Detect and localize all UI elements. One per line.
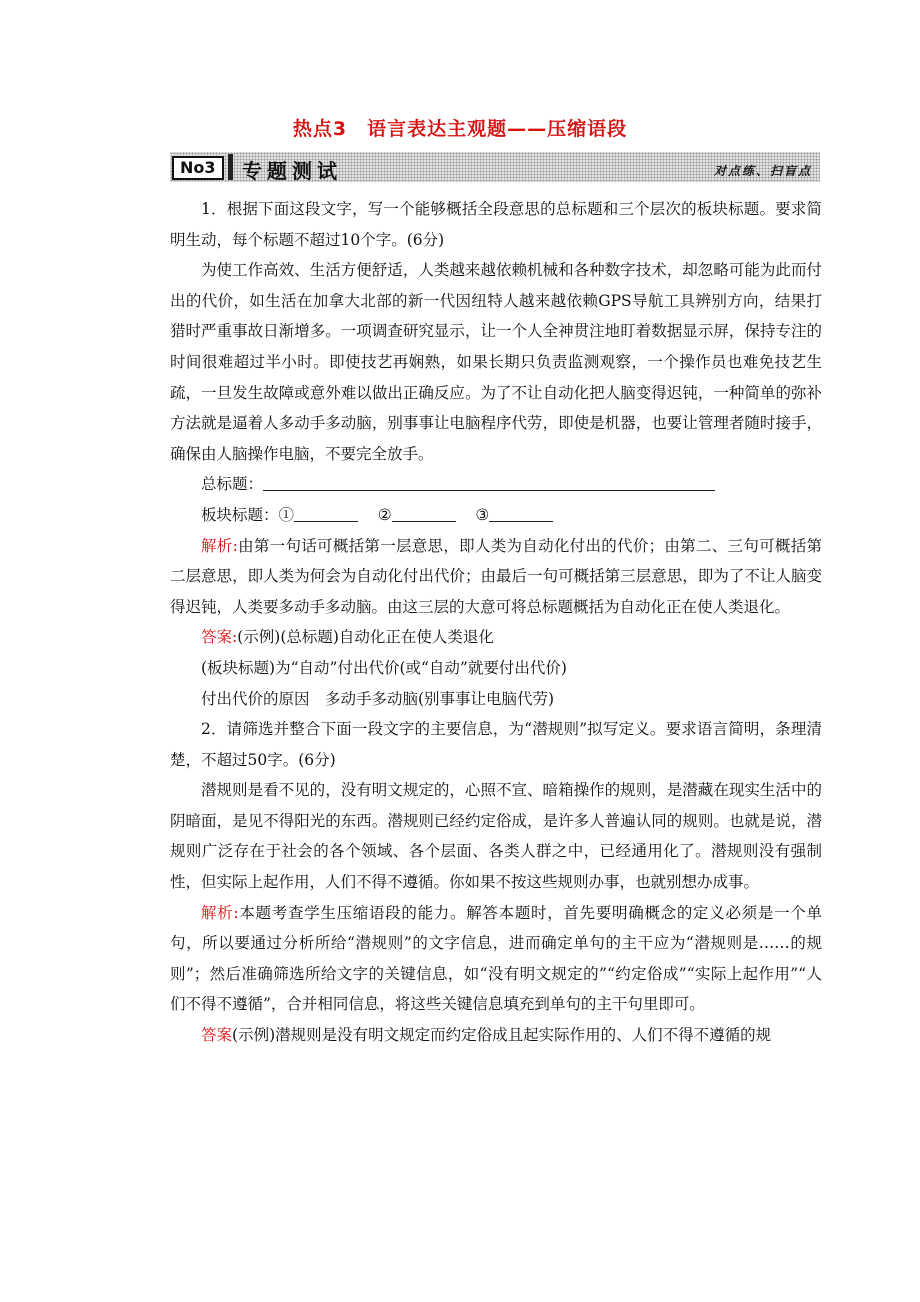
page-title: 热点3 语言表达主观题——压缩语段 — [292, 118, 628, 140]
q1-analysis — [170, 531, 822, 623]
main-title-blank[interactable] — [263, 474, 715, 491]
q2-answer-text: (示例)潜规则是没有明文规定而约定俗成且起实际作用的、人们不得不遵循的规 — [232, 1026, 772, 1045]
q1-answer-line-2: (板块标题)为“自动”付出代价(或“自动”就要付出代价) — [201, 658, 567, 677]
block-title-blank-1[interactable] — [294, 505, 358, 522]
q1-answer — [170, 622, 822, 653]
mark-1: ① — [278, 505, 295, 524]
q2-analysis-label: 解析: — [201, 903, 239, 922]
block-title-label: 板块标题： — [201, 505, 279, 524]
q2-answer — [170, 1020, 822, 1051]
mark-3: ③ — [475, 505, 490, 524]
q1-passage: 为使工作高效、生活方便舒适，人类越来越依赖机械和各种数字技术，却忽略可能为此而付出的代价，如生活在加拿大北部的新一代因纽特人越来越依赖GPS导航工具辨别方向，结果打猎时严重事故日渐增多。一项调查研究显示，让一个人全神贯注地盯着数据显示屏，保持专注的时间很难超过半小时。即使技艺再娴熟，如果长期只负责监测观察，一个操作员也难免技艺生疏，一旦发生故障或意外难以做出正确反应。为了不让自动化把人脑变得迟钝，一种简单的弥补方法就是逼着人多动手多动脑，别事事让电脑程序代劳，即使是机器，也要让管理者随时接手，确保由人脑操作电脑，不要完全放手。 — [170, 261, 822, 463]
q1-answer-line-1: (示例)(总标题)自动化正在使人类退化 — [237, 628, 494, 647]
q2-passage: 潜规则是看不见的，没有明文规定的，心照不宣、暗箱操作的规则，是潜藏在现实生活中的阴暗面，是见不得阳光的东西。潜规则已经约定俗成，是许多人普遍认同的规则。也就是说，潜规则广泛存在于社会的各个领域、各个层面、各类人群之中，已经通用化了。潜规则没有强制性，但实际上起作用，人们不得不遵循。你如果不按这些规则办事，也就别想办成事。 — [170, 781, 822, 892]
q2-analysis-text: 本题考查学生压缩语段的能力。解答本题时，首先要明确概念的定义必须是一个单句，所以要通过分析所给“潜规则”的文字信息，进而确定单句的主干应为“潜规则是……的规则”；然后准确筛选所给文字的关键信息，如“没有明文规定的”“约定俗成”“实际上起作用”“人们不得不遵循”，合并相同信息，将这些关键信息填充到单句的主干句里即可。 — [170, 903, 822, 1014]
q2-answer-label: 答案 — [201, 1026, 233, 1045]
mark-2: ② — [377, 505, 392, 524]
q1-prompt: 1．根据下面这段文字，写一个能够概括全段意思的总标题和三个层次的板块标题。要求简明生动，每个标题不超过10个字。(6分) — [170, 200, 822, 249]
q1-answer-label: 答案: — [201, 628, 238, 647]
main-title-label: 总标题： — [201, 475, 264, 494]
q1-answer-line-3: 付出代价的原因 多动手多动脑(别事事让电脑代劳) — [201, 689, 555, 708]
q1-analysis-text: 由第一句话可概括第一层意思，即人类为自动化付出的代价；由第二、三句可概括第二层意思，即人类为何会为自动化付出代价；由最后一句可概括第三层意思，即为了不让人脑变得迟钝，人类要多动手多动脑。由这三层的大意可将总标题概括为自动化正在使人类退化。 — [170, 536, 822, 616]
q1-main-title-line — [170, 469, 822, 500]
q2-analysis — [170, 898, 822, 1020]
document-body — [170, 194, 822, 1051]
banner-divider — [228, 154, 233, 180]
banner-subtitle: 对点练、扫盲点 — [713, 164, 812, 178]
banner-title: 专题测试 — [242, 159, 342, 183]
q1-analysis-label: 解析: — [201, 536, 238, 555]
section-number-badge: No3 — [172, 156, 224, 180]
block-title-blank-3[interactable] — [489, 505, 553, 522]
q1-block-title-line — [170, 500, 822, 531]
q2-prompt: 2．请筛选并整合下面一段文字的主要信息，为“潜规则”拟写定义。要求语言简明，条理清楚，不超过50字。(6分) — [170, 720, 822, 769]
section-banner — [170, 152, 820, 182]
block-title-blank-2[interactable] — [392, 505, 456, 522]
